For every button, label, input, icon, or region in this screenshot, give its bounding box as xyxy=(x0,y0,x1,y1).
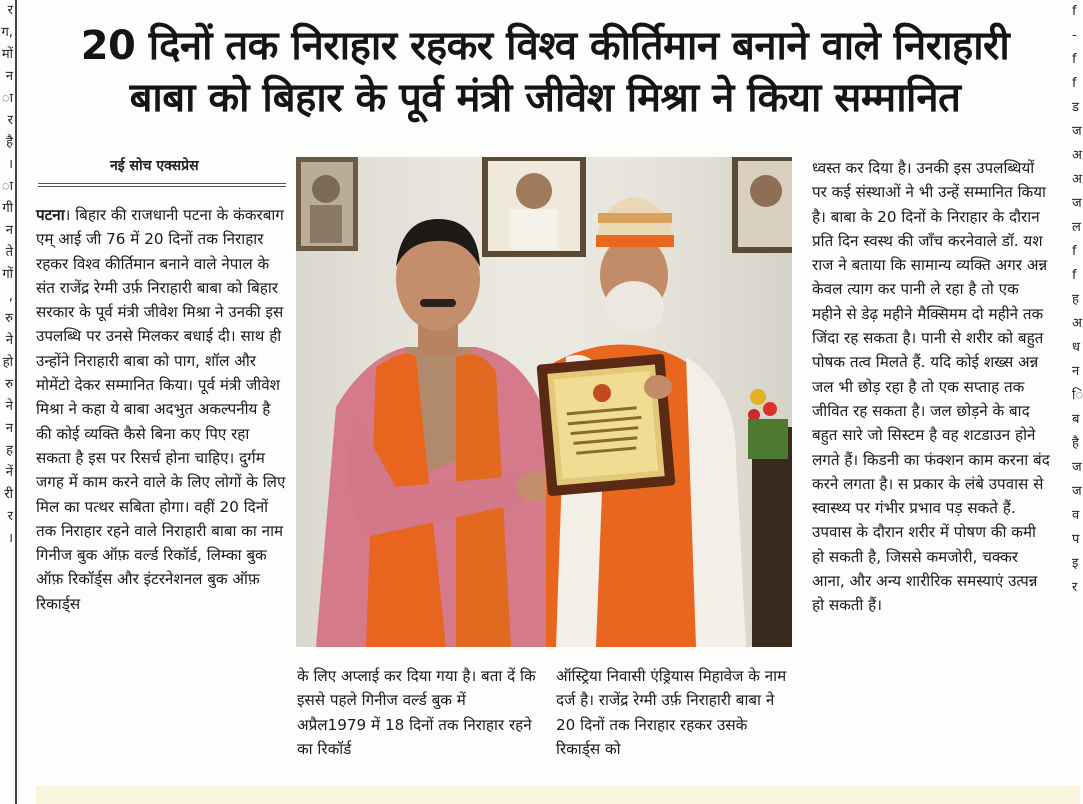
right-strip-fragment: ध xyxy=(1072,340,1080,355)
right-strip-fragment: अ xyxy=(1072,316,1082,331)
right-strip-fragment: र xyxy=(1072,580,1078,595)
left-strip-fragment: है xyxy=(6,135,13,150)
article-column-1 xyxy=(36,203,288,616)
right-strip-fragment: f xyxy=(1072,4,1077,19)
right-strip-fragment: f xyxy=(1072,52,1077,67)
right-strip-fragment: f xyxy=(1072,268,1077,283)
left-strip-fragment: ा xyxy=(1,179,13,194)
byline-rule xyxy=(38,183,286,184)
left-strip-fragment: र xyxy=(7,3,13,18)
right-strip-fragment: ब xyxy=(1072,412,1080,427)
wall-portrait-left xyxy=(296,157,358,251)
right-strip-fragment: अ xyxy=(1072,172,1082,187)
left-strip-fragment: न xyxy=(5,223,13,238)
adjacent-article-left xyxy=(0,0,14,804)
wall-portrait-center xyxy=(482,157,586,257)
dateline-place: पटना xyxy=(36,206,65,224)
left-strip-fragment: ा xyxy=(1,91,13,106)
column-rule-left xyxy=(15,0,17,804)
left-strip-fragment: गों xyxy=(2,267,13,282)
photo-doorway xyxy=(752,427,792,647)
left-strip-fragment: मों xyxy=(1,47,13,62)
right-strip-fragment: ि xyxy=(1072,388,1083,403)
left-strip-fragment: । xyxy=(8,157,13,172)
left-strip-fragment: न xyxy=(5,69,13,84)
left-strip-fragment: री xyxy=(4,487,13,502)
left-strip-fragment: । xyxy=(8,531,13,546)
right-strip-fragment: ज xyxy=(1072,460,1082,475)
byline-rule-2 xyxy=(38,186,286,187)
right-strip-fragment: ज xyxy=(1072,124,1082,139)
column-1-text: । बिहार की राजधानी पटना के कंकरबाग एम् आई जी 76 में 20 दिनों तक निराहार रहकर विश्व कीर्तिमान बनाने वाले नेपाल के संत राजेंद्र रेग्मी उर्फ़ निराहारी बाबा को बिहार सरकार के पूर्व मंत्री जीवेश मिश्रा ने उनकी इस उपलब्धि पर उनसे मिलकर बधाई दी। साथ ही उन्होंने निराहारी बाबा को पाग, शॉल और मोमेंटो देकर सम्मानित किया। पूर्व मंत्री जीवेश मिश्रा ने कहा ये बाबा अदभुत अकल्पनीय है की कोई व्यक्ति कैसे बिना कए पिए रहा सकता है इस पर रिसर्च होना चाहिए। दुर्गम जगह में काम करने वाले के लिए लोगों के लिए मिल का पत्थर सबिता होगा। वहीं 20 दिनों तक निराहार रहने वाले निराहारी बाबा का नाम गिनीज बुक ऑफ़ वर्ल्ड रिकॉर्ड, लिम्का बुक ऑफ़ रिकॉर्ड्स और इंटरनेशनल बुक ऑफ़ रिकार्ड्स xyxy=(36,206,286,613)
left-strip-fragment: ह xyxy=(6,443,13,458)
wall-portrait-right xyxy=(732,157,792,253)
article-column-4: ध्वस्त कर दिया है। उनकी इस उपलब्धियों पर कई संस्थाओं ने भी उन्हें सम्मानित किया है। बाबा के 20 दिनों के निराहार के दौरान प्रति दिन स्वस्थ की जाँच करनेवाले डॉ. यश राज ने बताया कि सामान्य व्यक्ति अगर अन्न केवल त्याग कर पानी ले रहा है तो एक महीने से डेढ़ महीने मैक्सिमम दो महीने तक जिंदा रह सकता है। पानी से शरीर को बहुत पोषक तत्व मिलते हैं. यदि कोई शख्स अन्न जल भी छोड़ रहा है तो एक सप्ताह तक जीवित रह सकता है। जल छोड़ने के बाद बहुत सारे जो सिस्टम है वह शटडाउन होने लगते हैं। किडनी का फंक्शन काम करना बंद करने लगता है। स प्रकार के लंबे उपवास से स्वास्थ्य पर गंभीर प्रभाव पड़ सकते हैं. उपवास के दौरान शरीर में पोषण की कमी हो सकती है, जिससे कमजोरी, चक्कर आना, और अन्य शारीरिक समस्याएं उत्पन्न हो सकती हैं। xyxy=(812,159,1050,615)
right-strip-fragment: ड xyxy=(1072,100,1079,115)
right-strip-fragment: प xyxy=(1072,532,1080,547)
headline xyxy=(30,20,1060,124)
right-strip-fragment: f xyxy=(1072,244,1077,259)
award-plaque xyxy=(536,354,675,497)
right-strip-fragment: ज xyxy=(1072,196,1082,211)
news-photo xyxy=(296,157,792,647)
left-strip-fragment: गी xyxy=(2,201,13,216)
left-strip-fragment: ग, xyxy=(1,25,13,40)
left-strip-fragment: र xyxy=(7,113,13,128)
photo-illustration xyxy=(296,157,792,647)
bottom-band xyxy=(36,786,1080,804)
left-strip-fragment: रु xyxy=(5,311,13,326)
left-strip-fragment: ने xyxy=(5,333,13,348)
left-strip-fragment: नें xyxy=(5,465,13,480)
left-strip-fragment: र xyxy=(7,509,13,524)
byline: नई सोच एक्सप्रेस xyxy=(110,158,199,174)
right-strip-fragment: अ xyxy=(1072,148,1082,163)
left-strip-fragment: ते xyxy=(5,245,13,260)
left-strip-fragment: न xyxy=(5,421,13,436)
right-strip-fragment: - xyxy=(1072,28,1077,43)
headline-line-1: 20 दिनों तक निराहार रहकर विश्व कीर्तिमान बनाने वाले निराहारी xyxy=(80,23,1010,69)
right-strip-fragment: ह xyxy=(1072,292,1079,307)
headline-line-2: बाबा को बिहार के पूर्व मंत्री जीवेश मिश्रा ने किया सम्मानित xyxy=(129,75,961,121)
article-column-2: के लिए अप्लाई कर दिया गया है। बता दें कि इससे पहले गिनीज वर्ल्ड बुक में अप्रैल1979 में 18 दिनों तक निराहार रहने का रिकॉर्ड xyxy=(297,667,536,758)
article-column-3: ऑस्ट्रिया निवासी एंड्रियास मिहावेज के नाम दर्ज है। राजेंद्र रेग्मी उर्फ़ निराहारी बाबा ने 20 दिनों तक निराहार रहकर उसके रिकार्ड्स को xyxy=(556,667,787,758)
right-strip-fragment: व xyxy=(1072,508,1080,523)
left-strip-fragment: हो xyxy=(2,355,13,370)
right-strip-fragment: है xyxy=(1072,436,1079,451)
right-strip-fragment: ज xyxy=(1072,484,1082,499)
right-strip-fragment: इ xyxy=(1072,556,1079,571)
left-strip-fragment: ने xyxy=(5,399,13,414)
right-strip-fragment: ल xyxy=(1072,220,1081,235)
left-strip-fragment: रु xyxy=(5,377,13,392)
right-strip-fragment: न xyxy=(1072,364,1080,379)
left-strip-fragment: , xyxy=(8,289,13,304)
right-strip-fragment: f xyxy=(1072,76,1077,91)
adjacent-article-right xyxy=(1072,0,1083,804)
